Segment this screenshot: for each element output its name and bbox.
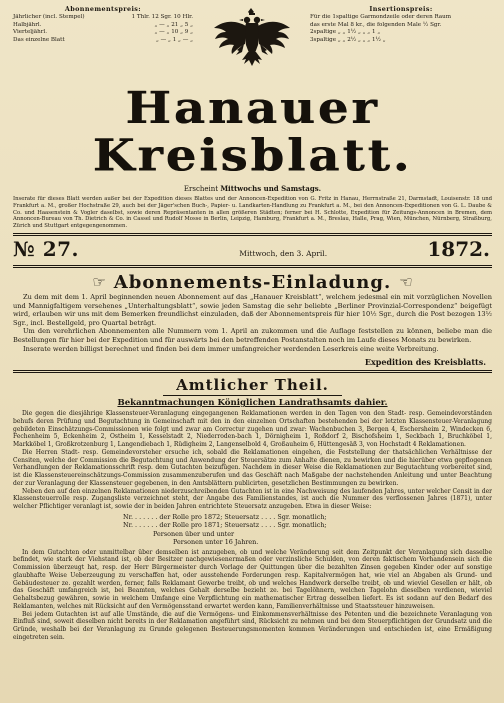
subscription-row: Jährlicher (incl. Stempel) 1 Thlr. 12 Sgr. 10 Hlr. [13, 14, 193, 21]
insertion-line: das erste Mal 8 kr., die folgenden Male ½ Sgr. [310, 21, 442, 28]
advertising-notice: Inserate für dieses Blatt werden außer bei der Expedition dieses Blattes und der Annoncen-Expedition von G. Fritz in Hanau, Herrnstraße 21, Darmstadt, Louisenstr. 18 und Frankfurt a. M., großer Hochstraße 29, auch bei der Jäger'schen Buch-, Papier- u. Landkarten-Handlung zu Frankfurt a. M., bei den Annoncen-Expeditionen von G. L. Daube & Co. und Haasenstein & Vogler daselbst, sowie deren Repräsentanten in allen größeren Städten; ferner bei H. Schlotte, Expedition für Zeitungs-Annoncen in Bremen, dem Annoncen-Bureau von Th. Dietrich & Co. in Cassel und Rudolf Mosse in Berlin, Leipzig, Hamburg, Frankfurt a. M., Breslau, Halle, Prag, Wien, München, Nürnberg, Straßburg, Zürich und Stuttgart entgegengenommen. [13, 196, 492, 230]
subscription-price-box [13, 6, 193, 44]
announcement-paragraph: Bei jedem Gutachten ist auf alle Umstände, die auf die Vermögens- und Einkommensverhältnisse des Petenten und die bezeichnete Veranlagung von Einfluß sind, soweit dieselben nicht bereits in der Reklamation angeführt sind, Rücksicht zu nehmen und bei dem Steuerpflichtigen der Grundsatz und die Gründe, weshalb bei der Veranlagung zu Grunde gelegenen Besteuerungsmomenten kommen Veränderungen und entschieden ist, eine Ermäßigung eingetreten sein. [13, 610, 492, 641]
insertion-price-box [310, 6, 492, 44]
form-line: Nr. . . . . . . der Rolle pro 1871; Steuersatz . . . . Sgr. monatlich; [123, 521, 327, 530]
insertion-line: Für die 1spaltige Garmondzeile oder deren Raum [310, 14, 452, 21]
announcement-paragraph: Die Herren Stadt- resp. Gemeindevorsteher ersuche ich, sobald die Reklamationen eingehen, die Feststellung der thatsächlichen Verhältnisse der Censiten, welche der Commission die Begutachtung und Anwendung der Steuersätze zum Anhalte dienen, zu bewirken und die hierüber etwa gepflogenen Verhandlungen der Reklamationsschrift resp. dem Gutachten beizufügen. Nachdem in dieser Weise die Reklamationen zur Begutachtung vorbereitet sind, ist die Klassensteuereinschätzungs-Commission zusammenzuberufen und das Geschäft nach Maßgabe der nachstehenden Anleitung und unter Beachtung der zur Veranlagung der Klassensteuer gegebenen, in den Amtsblättern publicirten, gesetzlichen Bestimmungen zu bewirken. [13, 448, 492, 487]
newspaper-title: Hanauer Kreisblatt. [92, 82, 413, 182]
announcement-paragraph: Die gegen die diesjährige Klassensteuer-Veranlagung eingegangenen Reklamationen werden in den Tagen von den Stadt- resp. Gemeindevorständen behufs deren Prüfung und Begutachtung in Gemeinschaft mit den in den einzelnen Ortschaften bestehenden bei der letzten Klassensteuer-Veranlagung gebildeten Einschätzungs-Commissionen wie folgt und zwar am Correctur zugehen und zwar: Wachenbuchen 3, Bergen 4, Eschersheim 2, Windecken 6, Fechenheim 5, Eckenheim 2, Ostheim 1, Kesselstadt 2, Niederroden-bach 1, Dörnigheim 1, Roßdorf 2, Bischofsheim 1, Seckbach 1, Bruchköbel 1, Markköbel 1, Großkrotzenburg 1, Langendiebach 1, Rüdigheim 2, Langenselbold 4, Großauheim 6, Hüttengesäß 3, von Hochstadt 4 Reklamationen. [13, 410, 492, 449]
insertion-line: 3spaltige „ „ 2½ „ „ „ 1½ „ [310, 36, 386, 43]
invitation-paragraph: Inserate werden billigst berechnet und finden bei dem immer umfangreicher werdenden Leserkreis eine weite Verbreitung. [23, 344, 439, 353]
subscription-row: Halbjährl. „ — „ 21 „ 5 „ [13, 21, 193, 28]
official-section-title: Amtlicher Theil. [176, 376, 329, 395]
divider [163, 395, 342, 396]
register-form-template [123, 513, 492, 547]
form-line: Personen unter 16 Jahren. [173, 538, 259, 547]
prussian-eagle-icon [204, 6, 300, 72]
invitation-paragraph: Um den verehrlichen Abonnementen alle Nummern vom 1. April an zukommen und die Auflage feststellen zu können, beliebe man die Bestellungen für hier bei der Expedition und für auswärts bei den betreffenden Postanstalten noch im Laufe dieses Monats zu bewirken. [13, 327, 492, 344]
issue-year: 1872. [427, 236, 490, 261]
issue-number: № 27. [13, 236, 79, 261]
invitation-paragraph: Zu dem mit dem 1. April beginnenden neuen Abonnement auf das „Hanauer Kreisblatt“, welchem jedesmal ein mit vorzüglichen Novellen und Mannigfaltigem versehenes „Unterhaltungsblatt“, sowie jeden Samstag die sehr beliebte „Berliner Provinzial-Correspondenz“ beigefügt wird, erlauben wir uns mit dem Bemerken freundlichst einzuladen, daß der Abonnementspreis für hier 10½ Sgr., durch die Post bezogen 13½ Sgr., incl. Bestellgeld, pro Quartal beträgt. [13, 292, 492, 327]
announcement-title: Bekanntmachungen Königlichen Landrathsamts dahier. [117, 398, 388, 409]
divider [13, 265, 492, 268]
subscription-row: Das einzelne Blatt „ — „ 1 „ — „ [13, 36, 193, 43]
announcement-paragraph: In dem Gutachten oder unmittelbar über demselben ist anzugeben, ob und welche Veränderung seit dem Zeitpunkt der Veranlagung sich dasselbe befindet, wie stark der Viehstand ist, ob der Besitzer nachgewiesenermaßen oder verzinsliche Schulden, von deren faktischem Vorhandensein sich die Commission überzeugt hat, resp. der Herr Bürgermeister durch Vorlage der Quittungen über die bezahlten Zinsen gegeben Kinder oder auf sonstige glaubhafte Weise Ueberzeugung zu verschaffen hat, oder ausstehende Forderungen resp. Kapitalvermögen hat, wie viel an Abgaben als Grund- und Gebäudesteuer ze. gezahlt werden, ferner, falls Reklamant Gewerbe treibt, ob und welches Handwerk derselbe treibt, ob und wieviel Gesellen er hält, ob das Geschäft umfangreich ist, bei Beamten, welches Gehalt derselbe bezieht ze. bei Tagelöhnern, welchen Tagelohn dieselben verdienen, wieviel Gehaltsbezug gewähren, sowie in welchem Umfange eine Verpflichtung ein mathematischer Ertrag desselben liefert. Es ist sodann auf den Bedarf des Reklamanten, welches mit Rücksicht auf den Vermögensstand erwartet werden kann, Familienverhältnisse und Staatssteuer hinzuweisen. [13, 548, 492, 610]
invitation-signature: Expedition des Kreisblatts. [364, 357, 486, 368]
publication-schedule: Erscheint Mittwochs und Samstags. [183, 184, 322, 193]
pointing-hand-left-icon: ☜ [399, 272, 413, 291]
insertion-line: 2spaltige „ „ 1½ „ „ „ 1 „ [310, 29, 381, 36]
subscription-title: Abonnementspreis: [64, 5, 142, 13]
form-line: Personen über und unter [153, 529, 235, 538]
pointing-hand-right-icon: ☞ [92, 272, 106, 291]
invitation-title: Abonnements-Einladung. [113, 271, 392, 293]
subscription-row: Vierteljährl. „ — „ 10 „ 9 „ [13, 29, 193, 36]
insertion-title: Insertionspreis: [369, 5, 433, 13]
form-line: Nr. . . . . . . der Rolle pro 1872; Steuersatz . . . . Sgr. monatlich; [123, 512, 327, 521]
announcement-paragraph: Neben den auf den einzelnen Reklamationen niederzuschreibenden Gutachten ist in eine Nachweisung des laufenden Jahres, unter welcher Censit in der Klassensteuerrolle resp. Zugangsliste verzeichnet steht, der Angabe des Familienstandes, ist auch die Nummer des verflossenen Jahres (1871), unter welcher Pflichtiger veranlagt ist, sowie der in beiden Jahren entrichtete Steuersatz anzugeben. Etwa in dieser Weise: [13, 487, 492, 511]
divider [13, 370, 492, 373]
invitation-heading [13, 272, 492, 293]
issue-date: Mittwoch, den 3. April. [239, 248, 328, 258]
header-top [13, 6, 492, 76]
issue-line [13, 236, 492, 262]
